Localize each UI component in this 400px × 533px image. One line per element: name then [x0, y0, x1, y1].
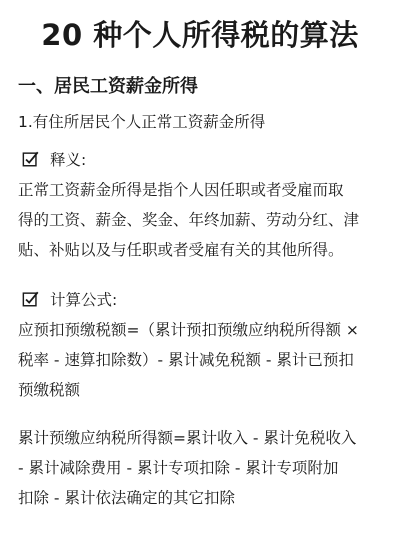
formula-label: 计算公式: — [50, 291, 118, 309]
formula-1-paragraph — [18, 315, 384, 405]
explain-label-row — [22, 148, 86, 170]
formula-2-line: 扣除 - 累计依法确定的其它扣除 — [18, 489, 235, 507]
formula-2-line: - 累计减除费用 - 累计专项扣除 - 累计专项附加 — [18, 459, 339, 477]
check-box-icon — [22, 290, 40, 308]
explain-label: 释义: — [50, 151, 87, 169]
section-heading: 一、居民工资薪金所得 — [18, 76, 198, 97]
formula-2-paragraph — [18, 423, 384, 513]
explain-line: 贴、补贴以及与任职或者受雇有关的其他所得。 — [18, 241, 344, 259]
formula-1-line: 税率 - 速算扣除数）- 累计减免税额 - 累计已预扣 — [18, 351, 354, 369]
formula-label-row — [22, 288, 117, 310]
formula-1-line: 预缴税额 — [18, 381, 81, 399]
subsection-heading: 1.有住所居民个人正常工资薪金所得 — [18, 113, 266, 131]
formula-1-line: 应预扣预缴税额=（累计预扣预缴应纳税所得额 × — [18, 321, 359, 339]
check-box-icon — [22, 150, 40, 168]
page-title: 20 种个人所得税的算法 — [41, 18, 359, 52]
explain-paragraph — [18, 175, 384, 265]
explain-line: 得的工资、薪金、奖金、年终加薪、劳动分红、津 — [18, 211, 360, 229]
explain-line: 正常工资薪金所得是指个人因任职或者受雇而取 — [18, 181, 344, 199]
formula-2-line: 累计预缴应纳税所得额=累计收入 - 累计免税收入 — [18, 429, 357, 447]
